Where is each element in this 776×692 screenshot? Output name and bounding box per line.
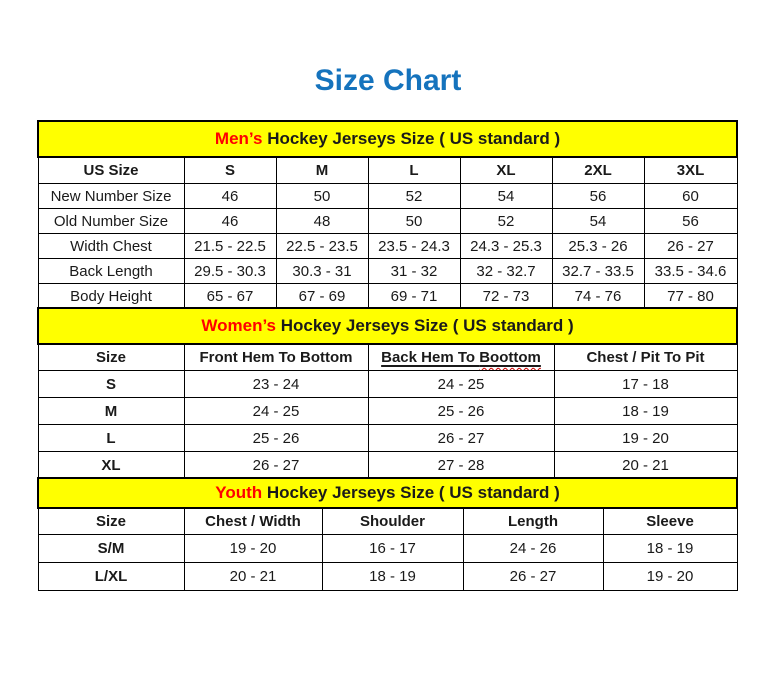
table-row bbox=[38, 398, 737, 425]
row-label: L bbox=[38, 425, 184, 452]
cell-value: 54 bbox=[552, 209, 644, 234]
table-row bbox=[38, 425, 737, 452]
col-header: M bbox=[276, 157, 368, 184]
table-row bbox=[38, 563, 737, 591]
cell-value: 74 - 76 bbox=[552, 284, 644, 309]
row-label: M bbox=[38, 398, 184, 425]
cell-value: 54 bbox=[460, 184, 552, 209]
row-label: Back Length bbox=[38, 259, 184, 284]
col-header: L bbox=[368, 157, 460, 184]
col-header: Shoulder bbox=[322, 508, 463, 535]
womens-section-title bbox=[38, 308, 737, 344]
col-header-underlined bbox=[368, 344, 554, 371]
col-header: Size bbox=[38, 508, 184, 535]
mens-section-highlight: Men’s bbox=[214, 129, 263, 148]
cell-value: 25.3 - 26 bbox=[552, 234, 644, 259]
cell-value: 31 - 32 bbox=[368, 259, 460, 284]
cell-value: 52 bbox=[460, 209, 552, 234]
cell-value: 32 - 32.7 bbox=[460, 259, 552, 284]
table-header-row bbox=[38, 508, 737, 535]
page-title: Size Chart bbox=[314, 64, 462, 97]
col-header: S bbox=[184, 157, 276, 184]
cell-value: 52 bbox=[368, 184, 460, 209]
youth-section-rest: Hockey Jerseys Size ( US standard ) bbox=[262, 483, 560, 502]
table-row bbox=[38, 209, 737, 234]
cell-value: 33.5 - 34.6 bbox=[644, 259, 737, 284]
cell-value: 72 - 73 bbox=[460, 284, 552, 309]
cell-value: 56 bbox=[552, 184, 644, 209]
cell-value: 60 bbox=[644, 184, 737, 209]
table-header-row bbox=[38, 344, 737, 371]
row-label: S bbox=[38, 371, 184, 398]
cell-value: 27 - 28 bbox=[368, 452, 554, 479]
cell-value: 26 - 27 bbox=[184, 452, 368, 479]
cell-value: 20 - 21 bbox=[554, 452, 737, 479]
youth-section-title bbox=[38, 478, 737, 508]
table-row bbox=[38, 234, 737, 259]
womens-section-highlight: Women’s bbox=[201, 316, 276, 335]
table-header-row bbox=[38, 157, 737, 184]
mens-size-table bbox=[37, 120, 738, 309]
col-header: Front Hem To Bottom bbox=[184, 344, 368, 371]
cell-value: 32.7 - 33.5 bbox=[552, 259, 644, 284]
table-row bbox=[38, 371, 737, 398]
size-chart-tables bbox=[37, 120, 736, 591]
cell-value: 56 bbox=[644, 209, 737, 234]
table-row bbox=[38, 184, 737, 209]
col-header: Sleeve bbox=[603, 508, 737, 535]
youth-section-highlight: Youth bbox=[215, 483, 263, 502]
cell-value: 24 - 26 bbox=[463, 535, 603, 563]
cell-value: 16 - 17 bbox=[322, 535, 463, 563]
cell-value: 67 - 69 bbox=[276, 284, 368, 309]
table-row bbox=[38, 452, 737, 479]
youth-section-band bbox=[38, 478, 737, 508]
row-label: Body Height bbox=[38, 284, 184, 309]
cell-value: 19 - 20 bbox=[603, 563, 737, 591]
cell-value: 48 bbox=[276, 209, 368, 234]
misspelled-word: Boottom bbox=[479, 349, 541, 366]
youth-size-table bbox=[37, 477, 738, 591]
col-header: XL bbox=[460, 157, 552, 184]
row-label: New Number Size bbox=[38, 184, 184, 209]
cell-value: 69 - 71 bbox=[368, 284, 460, 309]
cell-value: 26 - 27 bbox=[463, 563, 603, 591]
cell-value: 29.5 - 30.3 bbox=[184, 259, 276, 284]
cell-value: 24 - 25 bbox=[368, 371, 554, 398]
cell-value: 19 - 20 bbox=[184, 535, 322, 563]
row-label: Old Number Size bbox=[38, 209, 184, 234]
womens-size-table bbox=[37, 307, 738, 479]
cell-value: 25 - 26 bbox=[368, 398, 554, 425]
cell-value: 18 - 19 bbox=[554, 398, 737, 425]
table-row bbox=[38, 259, 737, 284]
cell-value: 23 - 24 bbox=[184, 371, 368, 398]
cell-value: 77 - 80 bbox=[644, 284, 737, 309]
womens-section-rest: Hockey Jerseys Size ( US standard ) bbox=[276, 316, 574, 335]
row-label: XL bbox=[38, 452, 184, 479]
col-header: US Size bbox=[38, 157, 184, 184]
col-header: Chest / Width bbox=[184, 508, 322, 535]
back-hem-prefix: Back Hem To bbox=[381, 349, 480, 366]
row-label: S/M bbox=[38, 535, 184, 563]
cell-value: 26 - 27 bbox=[644, 234, 737, 259]
cell-value: 30.3 - 31 bbox=[276, 259, 368, 284]
cell-value: 21.5 - 22.5 bbox=[184, 234, 276, 259]
mens-section-rest: Hockey Jerseys Size ( US standard ) bbox=[262, 129, 561, 148]
cell-value: 26 - 27 bbox=[368, 425, 554, 452]
cell-value: 18 - 19 bbox=[322, 563, 463, 591]
col-header: 2XL bbox=[552, 157, 644, 184]
col-header: 3XL bbox=[644, 157, 737, 184]
womens-section-band bbox=[38, 308, 737, 344]
cell-value: 20 - 21 bbox=[184, 563, 322, 591]
cell-value: 23.5 - 24.3 bbox=[368, 234, 460, 259]
cell-value: 25 - 26 bbox=[184, 425, 368, 452]
mens-section-band bbox=[38, 121, 737, 157]
row-label: Width Chest bbox=[38, 234, 184, 259]
col-header: Chest / Pit To Pit bbox=[554, 344, 737, 371]
table-row bbox=[38, 535, 737, 563]
row-label: L/XL bbox=[38, 563, 184, 591]
table-row bbox=[38, 284, 737, 309]
col-header: Size bbox=[38, 344, 184, 371]
cell-value: 18 - 19 bbox=[603, 535, 737, 563]
cell-value: 65 - 67 bbox=[184, 284, 276, 309]
cell-value: 46 bbox=[184, 184, 276, 209]
col-header: Length bbox=[463, 508, 603, 535]
cell-value: 50 bbox=[276, 184, 368, 209]
mens-section-title bbox=[38, 121, 737, 157]
cell-value: 22.5 - 23.5 bbox=[276, 234, 368, 259]
cell-value: 19 - 20 bbox=[554, 425, 737, 452]
cell-value: 17 - 18 bbox=[554, 371, 737, 398]
cell-value: 50 bbox=[368, 209, 460, 234]
cell-value: 46 bbox=[184, 209, 276, 234]
cell-value: 24 - 25 bbox=[184, 398, 368, 425]
cell-value: 24.3 - 25.3 bbox=[460, 234, 552, 259]
